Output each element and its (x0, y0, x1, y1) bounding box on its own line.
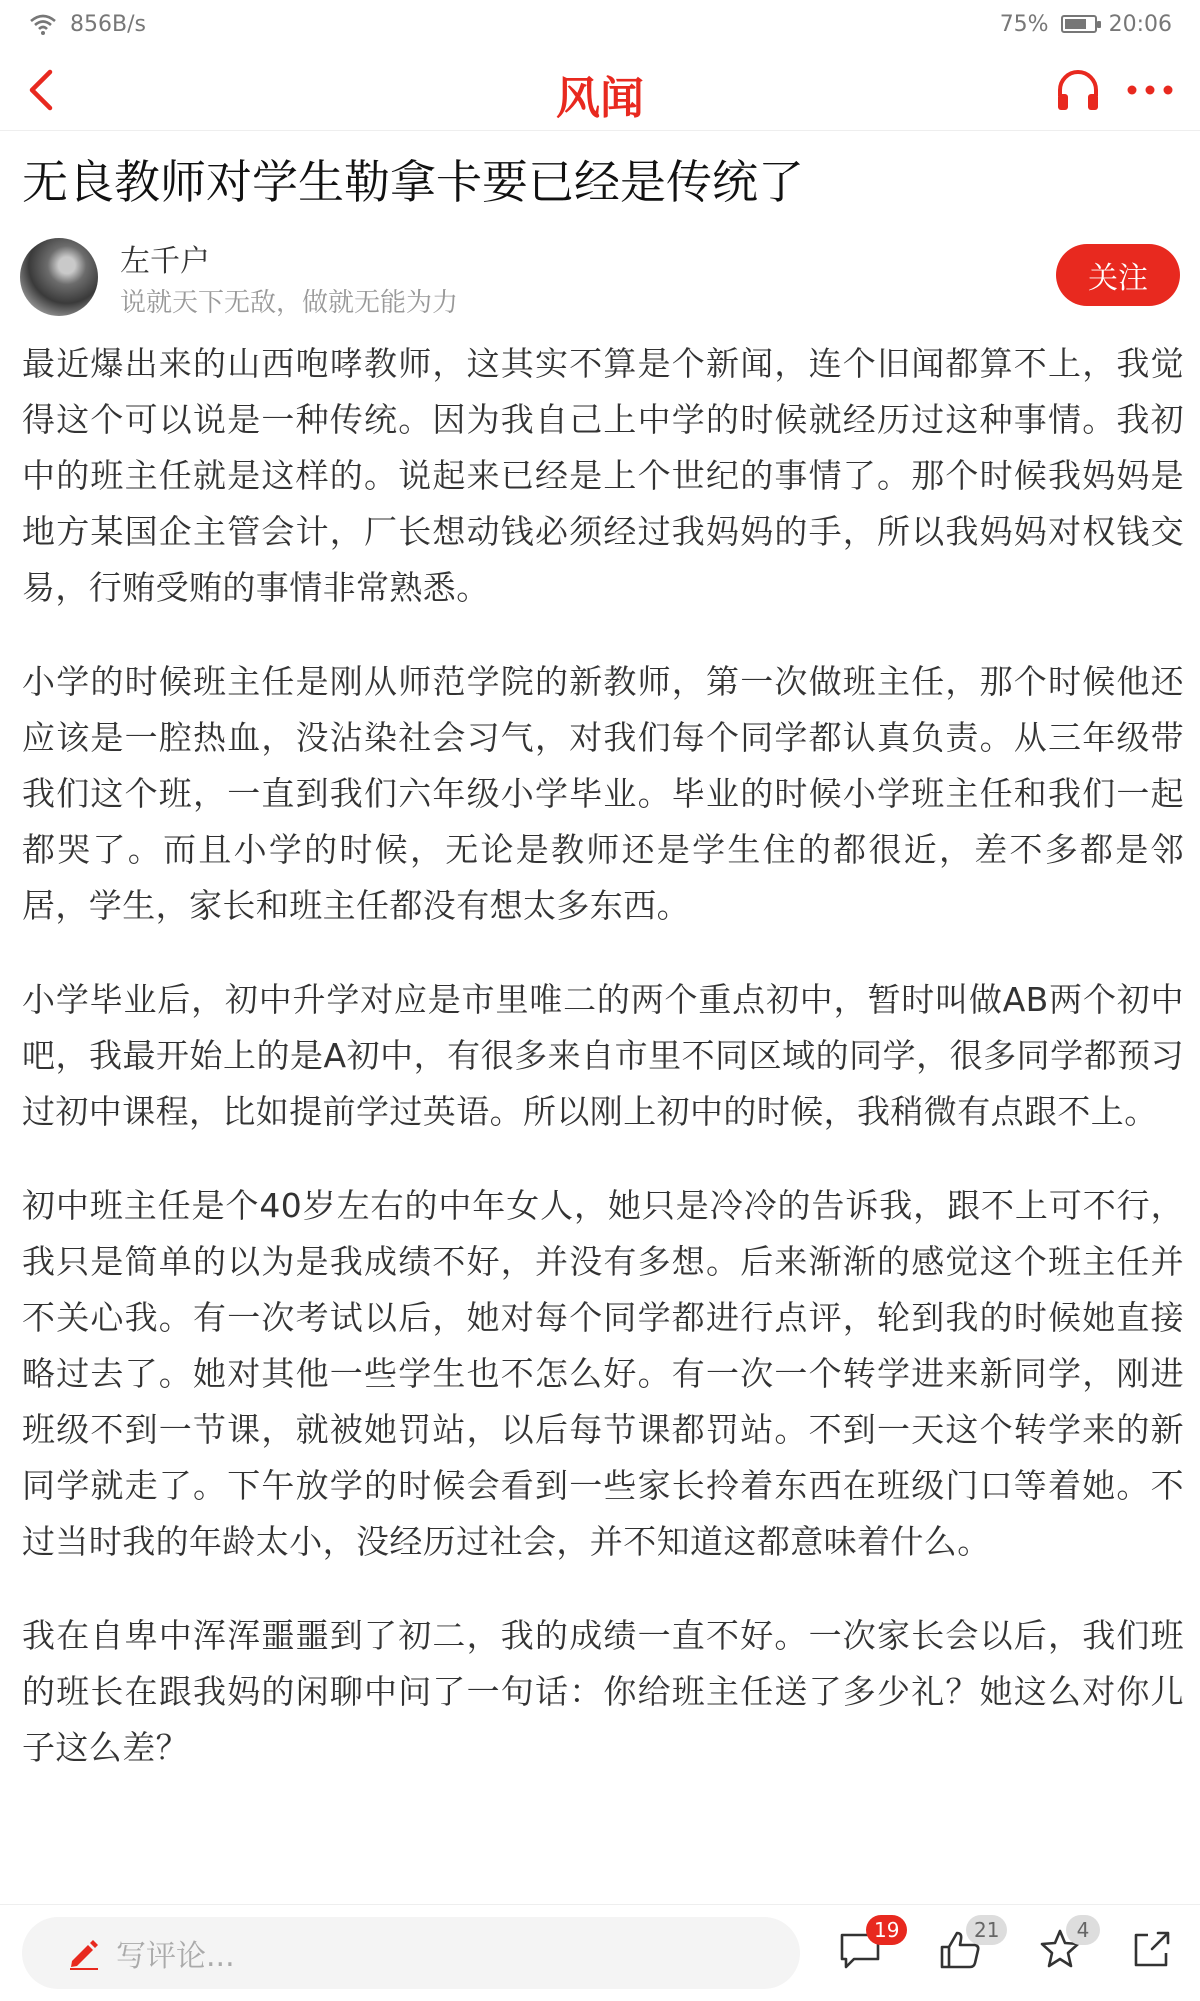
article-title: 无良教师对学生勒拿卡要已经是传统了 (22, 155, 804, 209)
clock: 20:06 (1108, 11, 1172, 37)
wifi-icon (28, 12, 58, 36)
status-right (1000, 12, 1172, 37)
article-paragraph: 小学毕业后，初中升学对应是市里唯二的两个重点初中，暂时叫做AB两个初中吧，我最开始上的是A初中，有很多来自市里不同区域的同学，很多同学都预习过初中课程，比如提前学过英语。所以刚上初中的时候，我稍微有点跟不上。 (22, 980, 1184, 1131)
status-left (28, 12, 146, 37)
favorite-button[interactable] (1038, 1918, 1098, 1983)
author-row (20, 232, 1180, 322)
like-button[interactable] (938, 1918, 1000, 1983)
comment-input[interactable] (22, 1917, 800, 1989)
more-options-icon[interactable] (1124, 70, 1176, 110)
battery-icon (1061, 15, 1097, 33)
like-count-badge: 21 (966, 1915, 1007, 1945)
article-paragraph: 小学的时候班主任是刚从师范学院的新教师，第一次做班主任，那个时候他还应该是一腔热血，没沾染社会习气，对我们每个同学都认真负责。从三年级带我们这个班，一直到我们六年级小学毕业。毕业的时候小学班主任和我们一起都哭了。而且小学的时候，无论是教师还是学生住的都很近，差不多都是邻居，学生，家长和班主任都没有想太多东西。 (22, 662, 1184, 925)
comment-count-badge: 19 (866, 1915, 907, 1945)
article-body (22, 336, 1184, 1814)
pen-icon (66, 1935, 102, 1971)
battery-percent: 75% (999, 11, 1049, 37)
share-button[interactable] (1130, 1927, 1190, 1983)
author-avatar[interactable] (20, 238, 98, 316)
battery-fill (1065, 19, 1086, 29)
share-icon (1130, 1927, 1174, 1971)
headphone-icon[interactable] (1054, 66, 1102, 114)
comments-button[interactable] (838, 1918, 900, 1983)
article-paragraph: 我在自卑中浑浑噩噩到了初二，我的成绩一直不好。一次家长会以后，我们班的班长在跟我妈的闲聊中问了一句话：你给班主任送了多少礼？她这么对你儿子这么差？ (22, 1616, 1184, 1767)
article-paragraph: 初中班主任是个40岁左右的中年女人，她只是冷冷的告诉我，跟不上可不行，我只是简单的以为是我成绩不好，并没有多想。后来渐渐的感觉这个班主任并不关心我。有一次考试以后，她对每个同学都进行点评，轮到我的时候她直接略过去了。她对其他一些学生也不怎么好。有一次一个转学进来新同学，刚进班级不到一节课，就被她罚站，以后每节课都罚站。不到一天这个转学来的新同学就走了。下午放学的时候会看到一些家长拎着东西在班级门口等着她。不过当时我的年龄太小，没经历过社会，并不知道这都意味着什么。 (22, 1186, 1184, 1561)
nav-bar (0, 48, 1200, 131)
author-name[interactable]: 左千户 (120, 244, 210, 279)
favorite-count-badge: 4 (1066, 1915, 1100, 1945)
follow-button[interactable]: 关注 (1056, 244, 1180, 306)
network-speed: 856B/s (70, 11, 146, 37)
article-paragraph: 最近爆出来的山西咆哮教师，这其实不算是个新闻，连个旧闻都算不上，我觉得这个可以说是一种传统。因为我自己上中学的时候就经历过这种事情。我初中的班主任就是这样的。说起来已经是上个世纪的事情了。那个时候我妈妈是地方某国企主管会计，厂长想动钱必须经过我妈妈的手，所以我妈妈对权钱交易，行贿受贿的事情非常熟悉。 (22, 344, 1184, 607)
status-bar (0, 0, 1200, 48)
author-bio: 说就天下无敌，做就无能为力 (120, 288, 459, 318)
comment-placeholder: 写评论... (116, 1939, 235, 1974)
bottom-bar (0, 1904, 1200, 2001)
page-title: 风闻 (556, 73, 644, 124)
